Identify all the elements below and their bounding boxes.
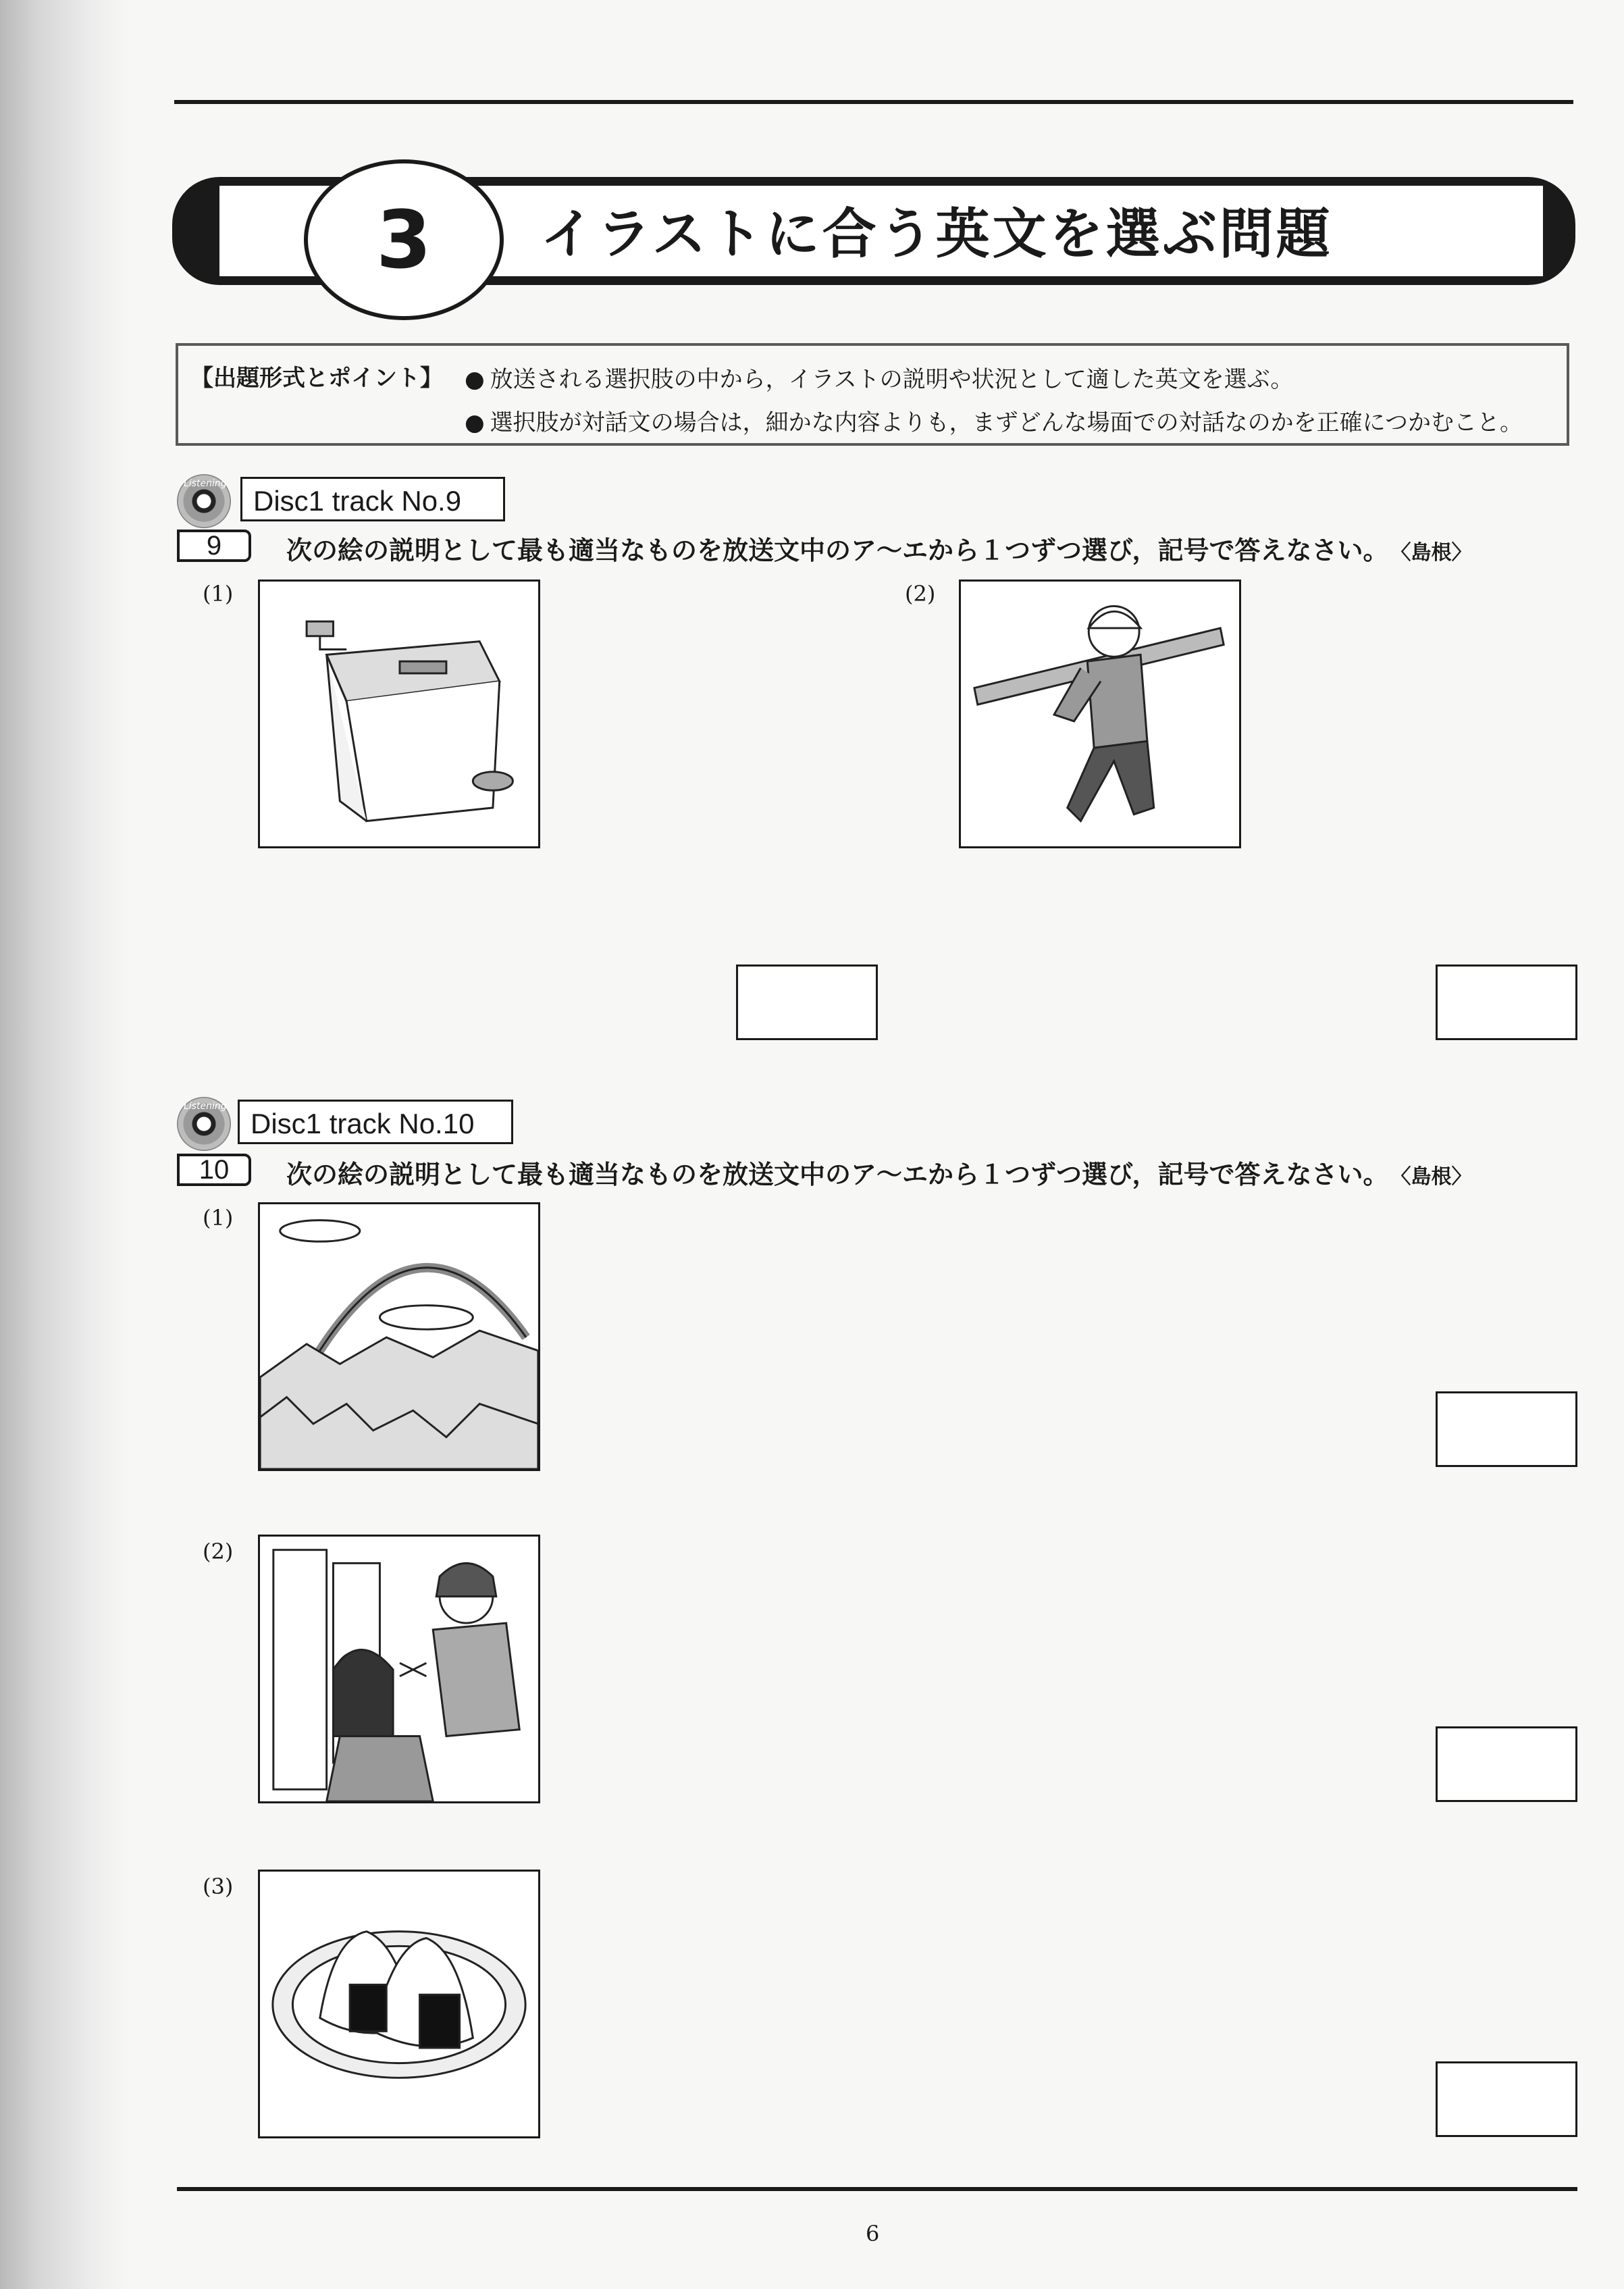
bottom-rule bbox=[177, 2187, 1577, 2191]
question-source: 〈島根〉 bbox=[1400, 541, 1472, 565]
answer-box[interactable] bbox=[1436, 1726, 1577, 1802]
binding-shadow bbox=[0, 0, 128, 2289]
rice-balls-illustration bbox=[258, 1870, 540, 2138]
question-number: 10 bbox=[177, 1154, 251, 1186]
item-label: (2) bbox=[905, 581, 936, 607]
points-label: 【出題形式とポイント】 bbox=[190, 365, 443, 392]
bullet-icon: ● bbox=[465, 366, 485, 393]
bullet-icon: ● bbox=[465, 409, 485, 436]
answer-box[interactable] bbox=[1436, 2061, 1577, 2137]
rice-balls-icon bbox=[260, 1872, 538, 2136]
disc-track-tag: Disc1 track No.10 bbox=[238, 1100, 513, 1144]
item-label: (1) bbox=[203, 581, 234, 607]
disc-track-tag: Disc1 track No.9 bbox=[240, 477, 505, 521]
item-label: (3) bbox=[203, 1874, 234, 1899]
points-item-text: 放送される選択肢の中から，イラストの説明や状況として適した英文を選ぶ。 bbox=[490, 366, 1294, 393]
rainbow-illustration bbox=[258, 1202, 540, 1471]
question-text bbox=[286, 530, 1472, 567]
answer-box[interactable] bbox=[1436, 1391, 1577, 1467]
question-instruction: 次の絵の説明として最も適当なものを放送文中のア〜エから１つずつ選び，記号で答えなさい。 bbox=[286, 1160, 1389, 1189]
worker-illustration bbox=[959, 580, 1241, 848]
points-box bbox=[176, 343, 1569, 446]
item-label: (2) bbox=[203, 1539, 234, 1564]
haircut-at-salon-icon bbox=[260, 1537, 538, 1801]
rainbow-icon bbox=[260, 1204, 538, 1469]
question-number: 9 bbox=[177, 530, 251, 562]
worker-carrying-lumber-icon bbox=[961, 582, 1239, 846]
top-rule bbox=[174, 100, 1573, 104]
cd-icon-label: Listening bbox=[184, 478, 227, 489]
section-title: イラストに合う英文を選ぶ問題 bbox=[540, 203, 1333, 265]
question-source: 〈島根〉 bbox=[1400, 1165, 1472, 1189]
washing-machine-illustration bbox=[258, 580, 540, 848]
points-item bbox=[465, 404, 1523, 437]
answer-box[interactable] bbox=[736, 965, 878, 1040]
points-item-text: 選択肢が対話文の場合は，細かな内容よりも，まずどんな場面での対話なのかを正確につかむこと。 bbox=[490, 409, 1523, 436]
section-number: 3 bbox=[304, 159, 504, 320]
cd-icon-label: Listening bbox=[184, 1101, 227, 1112]
answer-box[interactable] bbox=[1436, 965, 1577, 1040]
points-item bbox=[465, 361, 1293, 394]
question-instruction: 次の絵の説明として最も適当なものを放送文中のア〜エから１つずつ選び，記号で答えなさい。 bbox=[286, 536, 1389, 565]
item-label: (1) bbox=[203, 1205, 234, 1231]
question-text bbox=[286, 1154, 1472, 1191]
page-number: 6 bbox=[866, 2221, 880, 2246]
haircut-illustration bbox=[258, 1535, 540, 1803]
washing-machine-icon bbox=[260, 582, 538, 846]
